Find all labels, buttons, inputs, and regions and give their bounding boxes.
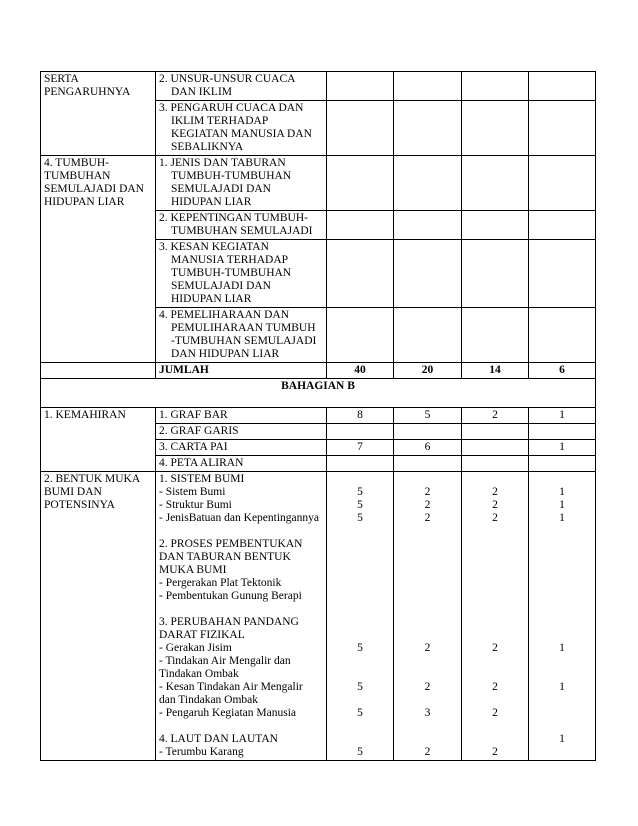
subtopic-line: MANUSIA TERHADAP (171, 254, 289, 266)
value-cell: 5 (394, 408, 462, 424)
value-cell (529, 424, 596, 440)
subtopic-line: 3. PENGARUH CUACA DAN (159, 102, 304, 114)
topic-line: SEMULAJADI DAN (44, 183, 144, 195)
skill-label: 1. GRAF BAR (156, 408, 327, 424)
subtopic-line: HIDUPAN LIAR (171, 293, 252, 305)
value-cell (529, 456, 596, 472)
topic-cell (41, 156, 156, 363)
topic-line: BUMI DAN (44, 486, 102, 498)
subtopic-line: - Tindakan Air Mengalir dan (159, 655, 291, 667)
value-cell: 1 (559, 512, 565, 524)
topic-line: POTENSINYA (44, 499, 115, 511)
value-cell: 1 (529, 408, 596, 424)
subtopic-line: - Kesan Tindakan Air Mengalir (159, 681, 303, 693)
topic-cell: 1. KEMAHIRAN (41, 408, 156, 472)
subtopic-line: 2. KEPENTINGAN TUMBUH- (159, 212, 308, 224)
topic-cell (41, 472, 156, 761)
subtopic-line: 1. JENIS DAN TABURAN (159, 157, 286, 169)
subtopic-line: - JenisBatuan dan Kepentingannya (159, 512, 319, 524)
subtopic-line: KEGIATAN MANUSIA DAN (171, 128, 312, 140)
topic-line: SERTA (44, 73, 79, 85)
topic-line: TUMBUHAN (44, 170, 111, 182)
value-cell: 2 (492, 707, 498, 719)
topic-line: 4. TUMBUH- (44, 157, 109, 169)
value-cell: 2 (492, 512, 498, 524)
subtopic-line: 4. PEMELIHARAAN DAN (159, 309, 290, 321)
subtopic-cell (156, 211, 327, 240)
table-row (41, 156, 596, 211)
value-cell (462, 456, 529, 472)
value-cell: 5 (357, 707, 363, 719)
subtopic-line: dan Tindakan Ombak (159, 694, 259, 706)
topic-line: 2. BENTUK MUKA (44, 473, 141, 485)
subtopic-line: - Pergerakan Plat Tektonik (159, 577, 282, 589)
topic-cell (41, 72, 156, 156)
value-cell: 6 (394, 440, 462, 456)
value-cell: 2 (424, 642, 431, 654)
value-cell: 2 (492, 746, 498, 758)
subtopic-line: DAN HIDUPAN LIAR (171, 348, 280, 360)
subtopic-line: - Struktur Bumi (159, 499, 232, 511)
value-column (327, 472, 394, 761)
subtopic-line: 1. SISTEM BUMI (159, 473, 245, 485)
subtopic-line: 2. UNSUR-UNSUR CUACA (159, 73, 296, 85)
value-cell: 2 (492, 681, 498, 693)
topic-line: PENGARUHNYA (44, 86, 131, 98)
subtopic-cell (156, 156, 327, 211)
value-cell (462, 424, 529, 440)
subtopic-line: DARAT FIZIKAL (159, 629, 245, 641)
value-cell: 5 (357, 486, 363, 498)
subtopic-line: SEMULAJADI DAN (171, 280, 271, 292)
value-cell: 3 (424, 707, 431, 719)
value-cell: 5 (357, 681, 363, 693)
value-cell: 1 (529, 440, 596, 456)
subtopic-line: SEBALIKNYA (171, 141, 244, 153)
skill-label: 2. GRAF GARIS (156, 424, 327, 440)
value-cell: 2 (462, 408, 529, 424)
topic-line: HIDUPAN LIAR (44, 196, 125, 208)
subtopic-line: DAN TABURAN BENTUK (159, 551, 291, 563)
subtopic-cell (156, 101, 327, 156)
subtopic-line: HIDUPAN LIAR (171, 196, 252, 208)
subtopic-line: 3. PERUBAHAN PANDANG (159, 616, 299, 628)
subtopic-line: TUMBUH-TUMBUHAN (171, 267, 292, 279)
total-value: 14 (462, 363, 529, 379)
value-cell (462, 440, 529, 456)
value-column (529, 472, 596, 761)
value-cell: 1 (559, 499, 565, 511)
value-cell (394, 456, 462, 472)
value-cell: 2 (424, 746, 431, 758)
subtopic-line: TUMBUHAN SEMULAJADI (171, 225, 313, 237)
subtopic-cell (156, 240, 327, 308)
value-cell: 2 (424, 486, 431, 498)
value-cell: 1 (559, 642, 565, 654)
subtopic-line: - Pembentukan Gunung Berapi (159, 590, 302, 602)
value-cell: 5 (357, 512, 363, 524)
subtopic-cell (156, 308, 327, 363)
subtopic-line: 4. LAUT DAN LAUTAN (159, 733, 278, 745)
subtopic-line: IKLIM TERHADAP (171, 115, 269, 127)
value-cell: 8 (327, 408, 394, 424)
subtopic-line: Tindakan Ombak (159, 668, 239, 680)
total-value: 6 (529, 363, 596, 379)
value-cell: 5 (357, 642, 363, 654)
total-value: 20 (394, 363, 462, 379)
value-cell (394, 424, 462, 440)
subtopic-line: 3. KESAN KEGIATAN (159, 241, 269, 253)
subtopic-line: DAN IKLIM (171, 86, 233, 98)
skill-label: 4. PETA ALIRAN (156, 456, 327, 472)
subtopic-line: - Terumbu Karang (159, 746, 244, 758)
value-cell: 5 (357, 746, 363, 758)
value-cell: 2 (424, 499, 431, 511)
subtopic-line: PEMULIHARAAN TUMBUH (171, 322, 316, 334)
subtopic-line: SEMULAJADI DAN (171, 183, 271, 195)
value-cell: 2 (424, 681, 431, 693)
value-column (394, 472, 462, 761)
value-cell (327, 424, 394, 440)
value-cell: 1 (559, 486, 565, 498)
table-row (41, 72, 596, 101)
table-row (41, 408, 596, 424)
value-cell: 2 (492, 642, 498, 654)
value-cell: 7 (327, 440, 394, 456)
total-value: 40 (327, 363, 394, 379)
value-column (462, 472, 529, 761)
value-cell: 1 (559, 681, 565, 693)
subtopic-line: TUMBUH-TUMBUHAN (171, 170, 292, 182)
section-title: BAHAGIAN B (41, 379, 596, 408)
syllabus-table (40, 71, 596, 761)
value-cell: 2 (424, 512, 431, 524)
subtopic-cell (156, 472, 327, 761)
value-cell (327, 456, 394, 472)
subtopic-line: -TUMBUHAN SEMULAJADI (171, 335, 317, 347)
skill-label: 3. CARTA PAI (156, 440, 327, 456)
subtopic-line: - Pengaruh Kegiatan Manusia (159, 707, 297, 719)
total-row (41, 363, 596, 379)
value-cell: 5 (357, 499, 363, 511)
subtopic-line: 2. PROSES PEMBENTUKAN (159, 538, 303, 550)
subtopic-line: - Sistem Bumi (159, 486, 226, 498)
table-row (41, 472, 596, 761)
subtopic-cell (156, 72, 327, 101)
subtopic-line: MUKA BUMI (159, 564, 227, 576)
subtopic-line: - Gerakan Jisim (159, 642, 232, 654)
section-header-row (41, 379, 596, 408)
value-cell: 1 (559, 733, 565, 745)
value-cell: 2 (492, 499, 498, 511)
total-label: JUMLAH (156, 363, 327, 379)
value-cell: 2 (492, 486, 498, 498)
